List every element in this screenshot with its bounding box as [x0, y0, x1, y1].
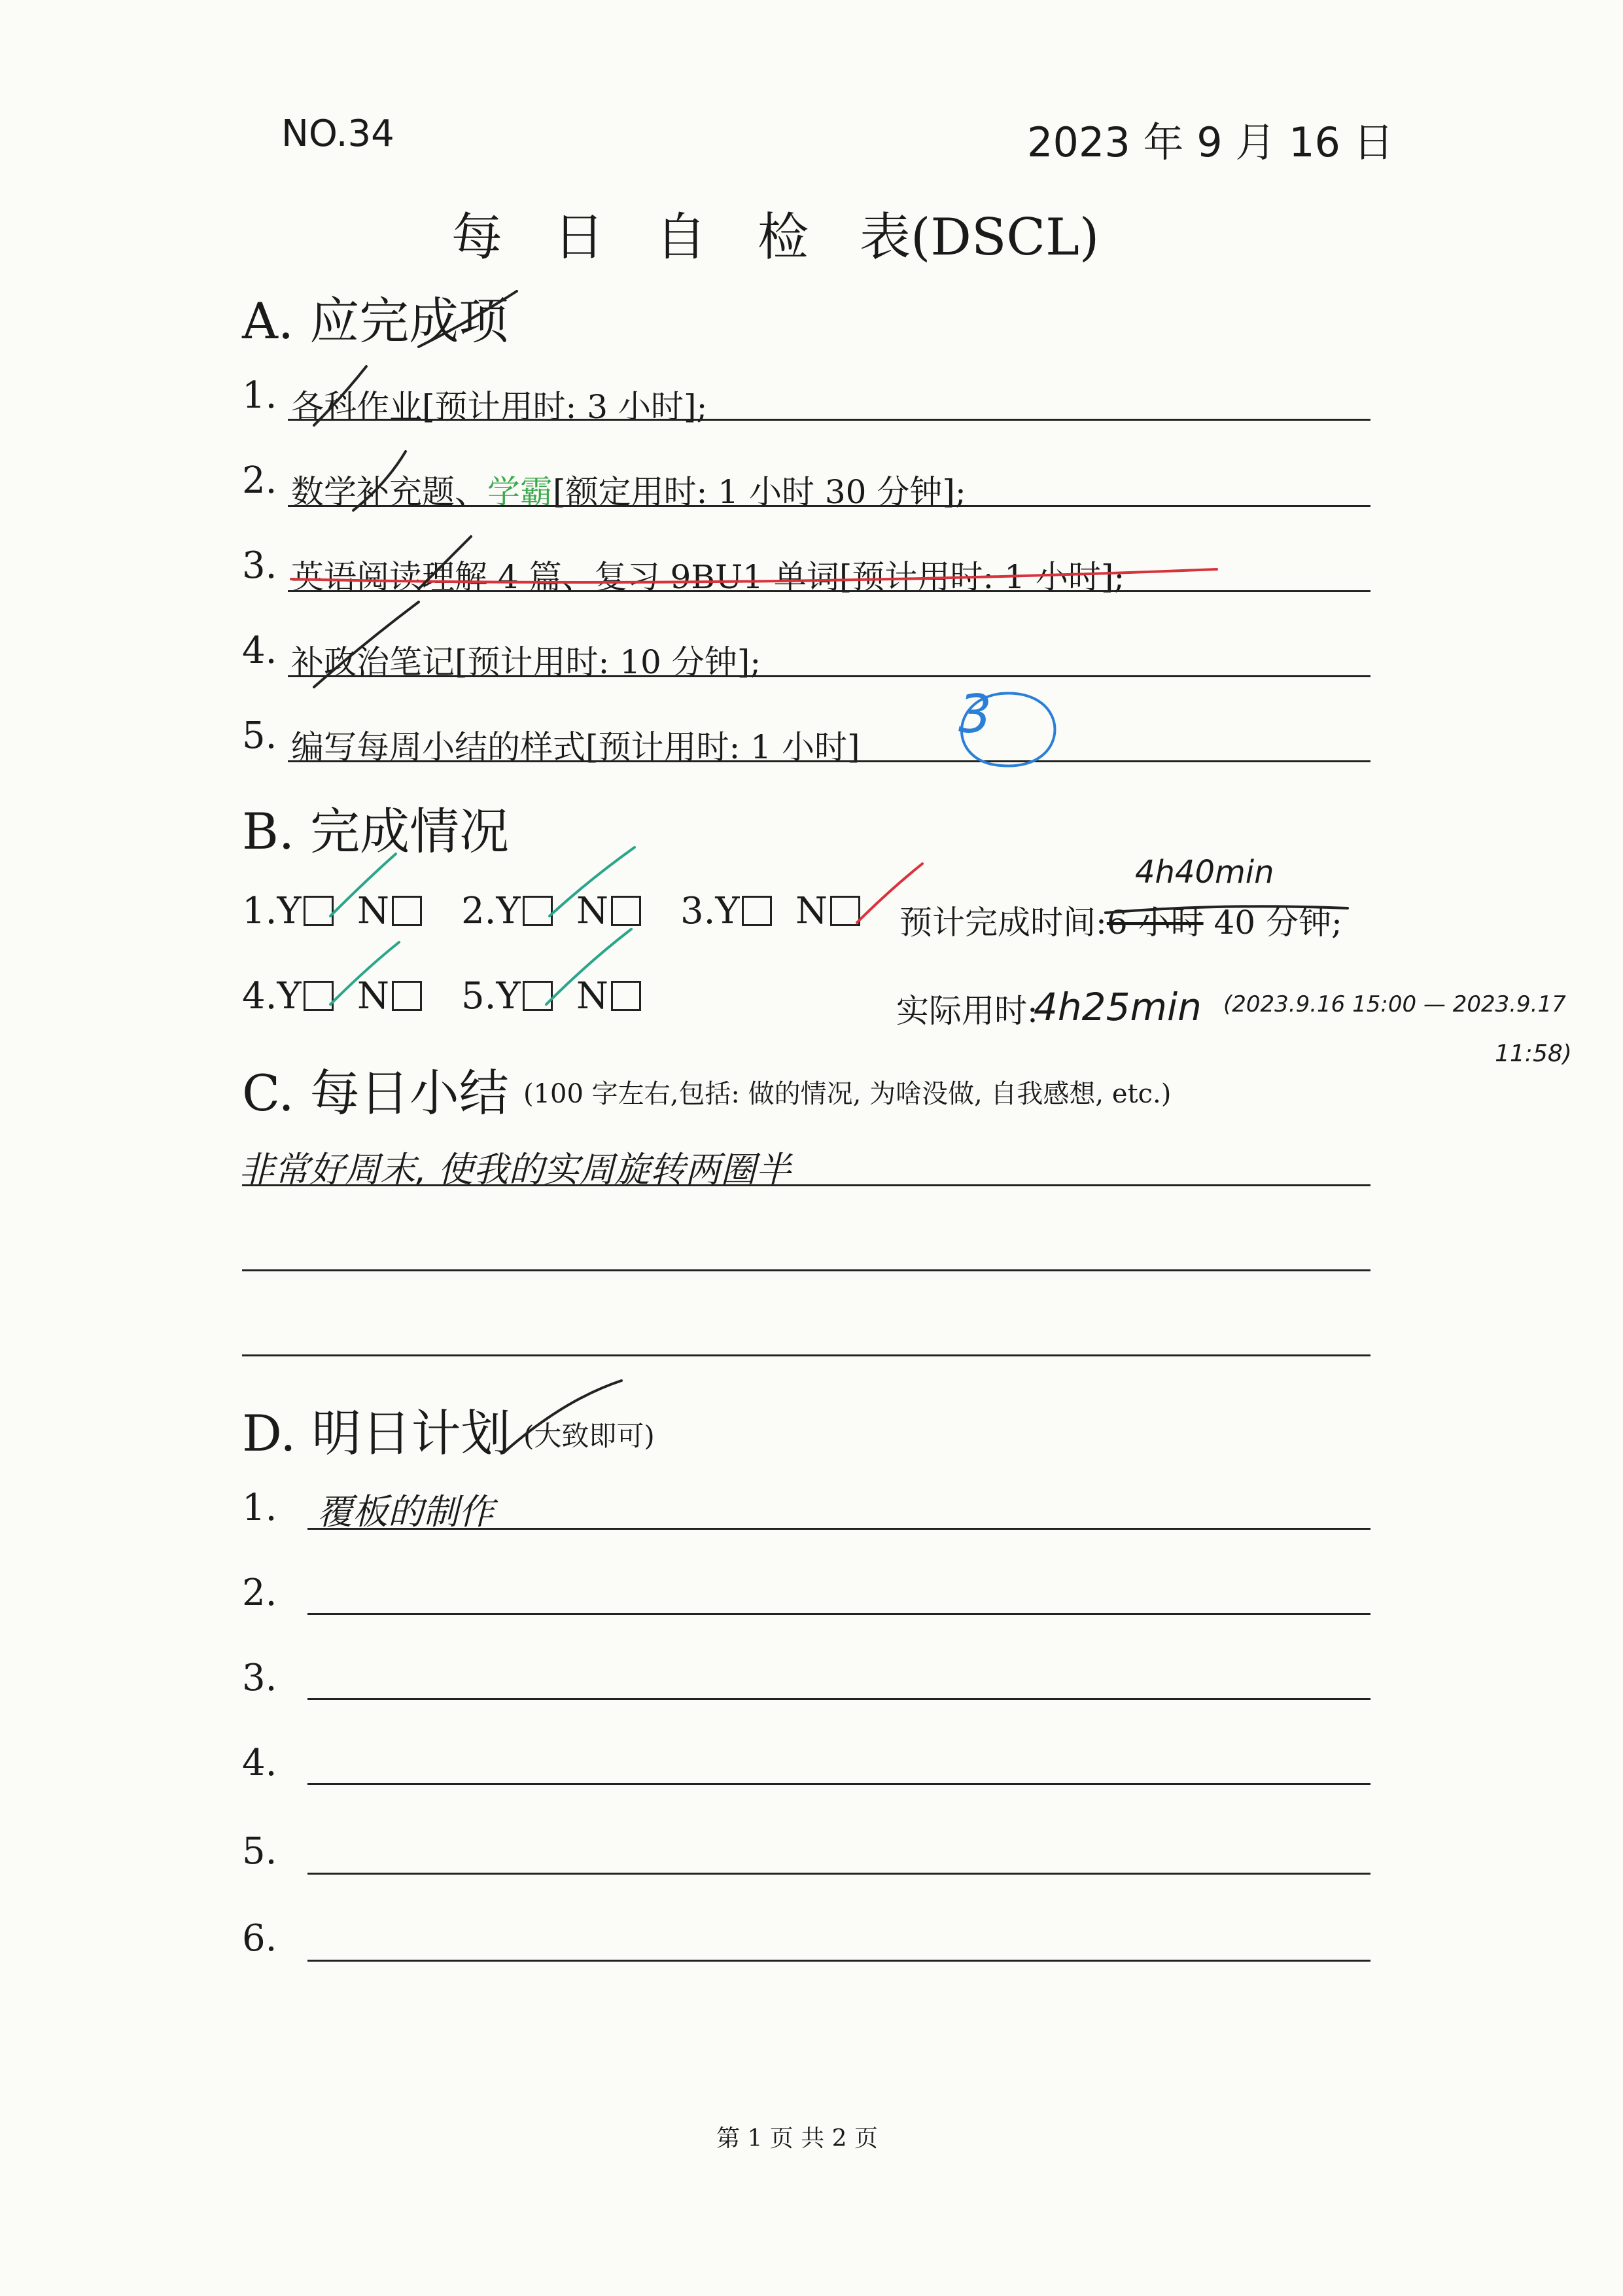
- d-item-2-num: 2.: [242, 1572, 277, 1614]
- a-item-3-text: 英语阅读理解 4 篇、复习 9BU1 单词[预计用时: 1 小时];: [291, 558, 1125, 596]
- b-check-2: 2.Y N: [461, 890, 641, 932]
- b-check-2-no-box[interactable]: [611, 896, 641, 926]
- b-check-2-yes-box[interactable]: [523, 896, 553, 926]
- a-item-2-text: 数学补充题、学霸[额定用时: 1 小时 30 分钟];: [291, 473, 966, 511]
- d-item-5-line: [307, 1873, 1370, 1875]
- d-item-5-num: 5.: [242, 1830, 277, 1873]
- d-item-1-num: 1.: [242, 1487, 277, 1529]
- actual-time-label: 实际用时:: [896, 992, 1038, 1030]
- section-a-heading: A. 应完成项: [242, 292, 509, 350]
- a-item-2-line: [288, 505, 1370, 507]
- a-item-5-num: 5.: [242, 715, 277, 757]
- a-item-4-line: [288, 675, 1370, 677]
- a-item-5-text: 编写每周小结的样式[预计用时: 1 小时]: [291, 728, 860, 766]
- section-c-heading: C. 每日小结: [242, 1064, 509, 1122]
- d-item-2-line: [307, 1613, 1370, 1615]
- a-item-2-num: 2.: [242, 459, 277, 502]
- estimated-time-struck: 6 小时: [1106, 904, 1204, 942]
- a-item-4-text: 补政治笔记[预计用时: 10 分钟];: [291, 643, 761, 681]
- b-check-3-no-box[interactable]: [830, 896, 860, 926]
- section-c-note: (100 字左右,包括: 做的情况, 为啥没做, 自我感想, etc.): [523, 1079, 1172, 1109]
- actual-time-range-2: 11:58): [1495, 1040, 1572, 1067]
- b-check-1: 1.Y N: [242, 890, 422, 932]
- form-date: 2023 年 9 月 16 日: [1027, 118, 1394, 166]
- b-check-5-yes-box[interactable]: [523, 981, 553, 1011]
- d-item-1-text: 覆板的制作: [317, 1491, 494, 1532]
- d-item-1-line: [307, 1528, 1370, 1530]
- d-item-6-line: [307, 1960, 1370, 1962]
- c-line-1: [242, 1184, 1370, 1186]
- b-check-4-yes-box[interactable]: [304, 981, 334, 1011]
- estimated-time: 预计完成时间:6 小时 40 分钟;: [899, 904, 1342, 942]
- a-item-5-line: [288, 760, 1370, 762]
- a-item-5-annotation: 3: [958, 684, 992, 745]
- b-check-1-yes-box[interactable]: [304, 896, 334, 926]
- section-b-heading: B. 完成情况: [242, 802, 510, 860]
- d-item-4-num: 4.: [242, 1742, 277, 1784]
- actual-time-range-1: (2023.9.16 15:00 — 2023.9.17: [1223, 991, 1566, 1017]
- b-check-3: 3.Y N: [680, 890, 860, 932]
- section-c-handwritten: 非常好周末, 使我的实周旋转两圈半: [239, 1149, 792, 1190]
- b-check-5: 5.Y N: [461, 975, 641, 1017]
- b-check-4-no-box[interactable]: [392, 981, 422, 1011]
- c-line-3: [242, 1354, 1370, 1356]
- actual-time-handwritten: 4h25min: [1034, 985, 1202, 1029]
- a-item-1-text: 各科作业[预计用时: 3 小时];: [291, 388, 708, 426]
- form-number: NO.34: [281, 113, 394, 155]
- d-item-4-line: [307, 1783, 1370, 1785]
- b-check-5-no-box[interactable]: [611, 981, 641, 1011]
- a-item-3-line: [288, 590, 1370, 592]
- page-footer: 第 1 页 共 2 页: [716, 2125, 879, 2152]
- a-item-1-num: 1.: [242, 374, 277, 417]
- section-d-note: (大致即可): [523, 1420, 655, 1452]
- page-title: 每 日 自 检 表(DSCL): [451, 208, 1100, 267]
- estimated-time-handwritten: 4h40min: [1135, 854, 1274, 891]
- a-item-3-num: 3.: [242, 544, 277, 587]
- d-item-6-num: 6.: [242, 1917, 277, 1960]
- a-item-1-line: [288, 419, 1370, 421]
- b-check-1-no-box[interactable]: [392, 896, 422, 926]
- d-item-3-line: [307, 1698, 1370, 1700]
- section-d-heading: D. 明日计划: [242, 1404, 511, 1462]
- a-item-2-green-text: 学霸: [487, 473, 553, 511]
- a-item-4-num: 4.: [242, 629, 277, 672]
- c-line-2: [242, 1269, 1370, 1271]
- b-check-4: 4.Y N: [242, 975, 422, 1017]
- d-item-3-num: 3.: [242, 1657, 277, 1699]
- b-check-3-yes-box[interactable]: [742, 896, 772, 926]
